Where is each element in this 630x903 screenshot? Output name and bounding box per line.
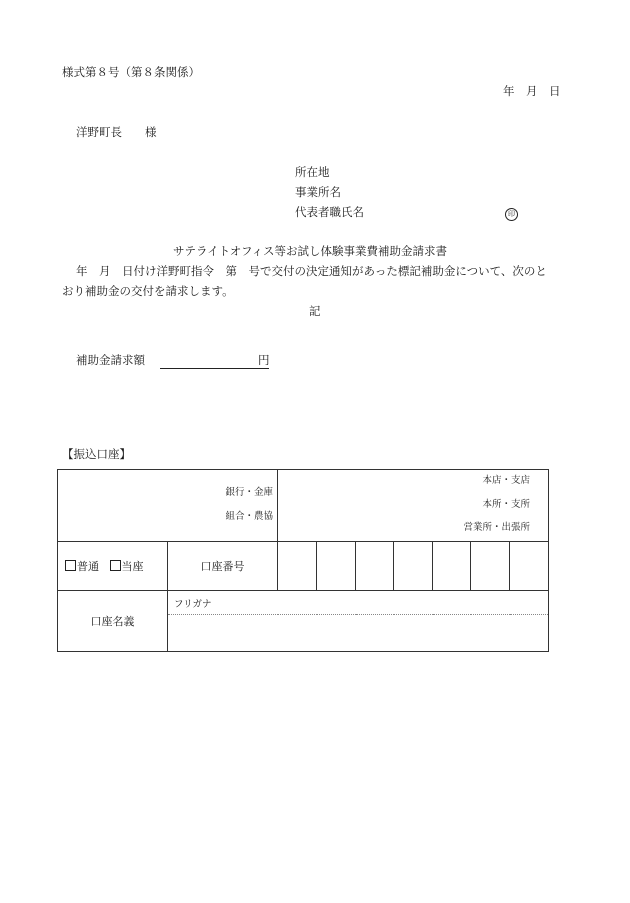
current-checkbox[interactable]	[110, 560, 144, 573]
branch-types-line-3: 営業所・出張所	[463, 522, 531, 533]
branch-name-cell[interactable]	[278, 470, 549, 542]
furigana-label: フリガナ	[174, 599, 212, 610]
account-name-input-cell[interactable]	[168, 615, 549, 652]
body-text-line-2: おり補助金の交付を請求します。	[62, 284, 234, 298]
account-number-label-cell	[168, 542, 278, 591]
addressee: 洋野町長 様	[76, 125, 157, 139]
seal-icon: 印	[505, 208, 518, 221]
representative-label: 代表者職氏名	[295, 205, 364, 219]
branch-types-line-1: 本店・支店	[482, 475, 531, 486]
account-digit-cell[interactable]	[278, 542, 317, 591]
ordinary-label: 普通	[77, 560, 99, 573]
branch-types-line-2: 本所・支所	[482, 499, 531, 510]
account-digit-cell[interactable]	[356, 542, 394, 591]
account-name-label: 口座名義	[90, 615, 135, 628]
date-line: 年 月 日	[503, 84, 561, 98]
bank-section-heading: 【振込口座】	[62, 447, 131, 461]
amount-input-line[interactable]	[160, 353, 270, 369]
document-title: サテライトオフィス等お試し体験事業費補助金請求書	[173, 244, 448, 258]
account-number-label: 口座番号	[200, 560, 245, 573]
account-digit-cell[interactable]	[317, 542, 356, 591]
amount-unit: 円	[258, 353, 270, 367]
account-digit-cell[interactable]	[433, 542, 471, 591]
ki-marker: 記	[309, 304, 321, 318]
checkbox-icon	[65, 560, 76, 571]
form-number: 様式第８号（第８条関係）	[62, 65, 200, 79]
bank-name-cell[interactable]	[58, 470, 278, 542]
body-text-line-1: 年 月 日付け洋野町指令 第 号で交付の決定通知があった標記補助金について、次のと	[76, 264, 547, 278]
bank-account-table	[57, 469, 549, 652]
checkbox-icon	[110, 560, 121, 571]
account-digit-cell[interactable]	[471, 542, 510, 591]
account-digit-cell[interactable]	[510, 542, 549, 591]
seal-mark	[505, 207, 518, 221]
furigana-cell[interactable]	[168, 591, 549, 615]
account-digit-cell[interactable]	[394, 542, 433, 591]
account-type-cell	[58, 542, 168, 591]
current-label: 当座	[121, 560, 144, 573]
bank-types-line-1: 銀行・金庫	[225, 487, 273, 498]
ordinary-checkbox[interactable]	[65, 560, 99, 573]
account-name-label-cell	[58, 591, 168, 652]
bank-types-line-2: 組合・農協	[225, 511, 273, 522]
amount-label: 補助金請求額	[76, 353, 145, 367]
business-name-label: 事業所名	[295, 185, 341, 199]
address-label: 所在地	[295, 165, 330, 179]
